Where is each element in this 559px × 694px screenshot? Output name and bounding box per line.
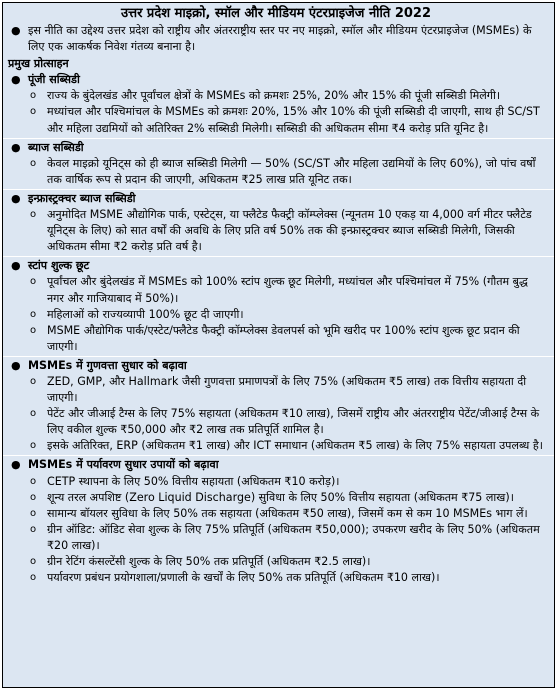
list-item <box>30 88 544 104</box>
section-heading-text: ब्याज सब्सिडी <box>28 140 84 154</box>
bullet-icon: ● <box>11 191 21 205</box>
circle-bullet-icon: o <box>30 308 37 320</box>
circle-bullet-icon: o <box>30 106 37 118</box>
list-item-text: CETP स्थापना के लिए 50% वित्तीय सहायता (अधिकतम ₹10 करोड़)। <box>47 474 340 488</box>
section-heading <box>8 72 544 88</box>
section-heading-text: MSMEs में पर्यावरण सुधार उपायों को बढ़ावा <box>28 458 219 472</box>
section-heading <box>8 191 544 207</box>
section-divider <box>3 256 554 257</box>
list-item <box>30 506 544 522</box>
list-item <box>30 438 544 454</box>
circle-bullet-icon: o <box>30 90 37 102</box>
section-heading <box>8 358 544 374</box>
circle-bullet-icon: o <box>30 507 37 519</box>
circle-bullet-icon: o <box>30 523 37 535</box>
section-item-list <box>8 88 544 136</box>
circle-bullet-icon: o <box>30 408 37 420</box>
list-item-text: महिलाओं को राज्यव्यापी 100% छूट दी जाएगी। <box>47 307 244 321</box>
circle-bullet-icon: o <box>30 324 37 336</box>
list-item-text: पर्यावरण प्रबंधन प्रयोगशाला/प्रणाली के खर्चों के लिए 50% तक प्रतिपूर्ति (अधिकतम ₹10 लाख)। <box>47 571 440 585</box>
circle-bullet-icon: o <box>30 440 37 452</box>
bullet-icon: ● <box>11 458 21 472</box>
list-item <box>30 374 544 406</box>
bullet-icon: ● <box>11 24 21 37</box>
list-item <box>30 570 544 586</box>
section-item-list <box>8 274 544 354</box>
list-item-text: शून्य तरल अपशिष्ट (Zero Liquid Discharge) सुविधा के लिए 50% वित्तीय सहायता (अधिकतम ₹75 लाख)। <box>47 490 514 504</box>
incentive-section <box>8 72 544 136</box>
circle-bullet-icon: o <box>30 572 37 584</box>
list-item-text: पेटेंट और जीआई टैग्स के लिए 75% सहायता (अधिकतम ₹10 लाख), जिसमें राष्ट्रीय और अंतरराष्ट्रीय पेटेंट/जीआई टैग्स के लिए वकील शुल्क ₹50,000 और ₹2 लाख तक प्रतिपूर्ति शामिल है। <box>47 407 540 437</box>
section-heading-text: स्टांप शुल्क छूट <box>28 259 90 273</box>
list-item <box>30 274 544 306</box>
section-item-list <box>8 156 544 188</box>
list-item-text: केवल माइक्रो यूनिट्स को ही ब्याज सब्सिडी मिलेगी — 50% (SC/ST और महिला उद्यमियों के लिए 60%), जो पांच वर्षों तक वार्षिक रूप से प्रदान की जाएगी, अधिकतम ₹25 लाख प्रति यूनिट तक। <box>47 156 536 186</box>
list-item-text: अनुमोदित MSME औद्योगिक पार्क, एस्टेट्स, या फ्लैटेड फैक्ट्री कॉम्प्लेक्स (न्यूनतम 10 एकड़ या 4,000 वर्ग मीटर फ्लैटेड यूनिट्स के लिए) को सात वर्षों की अवधि के लिए प्रति वर्ष 50% तक की इन्फ्रास्ट्रक्चर ब्याज सब्सिडी मिलेगी, जिसकी अधिकतम सीमा ₹2 करोड़ प्रति वर्ष है। <box>47 208 532 254</box>
bullet-icon: ● <box>11 358 21 372</box>
list-item <box>30 207 544 255</box>
incentives-subheading: प्रमुख प्रोत्साहन <box>8 57 69 71</box>
section-heading <box>8 140 544 156</box>
section-heading <box>8 258 544 274</box>
list-item-text: पूर्वांचल और बुंदेलखंड में MSMEs को 100% स्टांप शुल्क छूट मिलेगी, मध्यांचल और पश्चिमांचल में 75% (गौतम बुद्ध नगर और गाजियाबाद में 50%)। <box>47 275 528 305</box>
intro-paragraph <box>8 23 544 55</box>
intro-text: इस नीति का उद्देश्य उत्तर प्रदेश को राष्ट्रीय और अंतरराष्ट्रीय स्तर पर नए माइक्रो, स्मॉल और मीडियम एंटरप्राइजेज (MSMEs) के लिए एक आकर्षक निवेश गंतव्य बनाना है। <box>28 24 532 54</box>
list-item <box>30 554 544 570</box>
incentive-section <box>8 358 544 455</box>
circle-bullet-icon: o <box>30 556 37 567</box>
section-divider <box>3 138 554 139</box>
bullet-icon: ● <box>11 73 21 87</box>
circle-bullet-icon: o <box>30 475 37 487</box>
incentive-section <box>8 457 544 586</box>
incentive-section <box>8 140 544 188</box>
list-item-text: मध्यांचल और पश्चिमांचल के MSMEs को क्रमशः 20%, 15% और 10% की पूंजी सब्सिडी दी जाएगी, साथ ही SC/ST और महिला उद्यमियों को अतिरिक्त 2% सब्सिडी मिलेगी। सब्सिडी की अधिकतम सीमा ₹4 करोड़ प्रति यूनिट है। <box>47 105 540 135</box>
list-item <box>30 323 544 355</box>
circle-bullet-icon: o <box>30 375 37 387</box>
list-item-text: MSME औद्योगिक पार्क/एस्टेट/फ्लैटेड फैक्ट्री कॉम्प्लेक्स डेवलपर्स को भूमि खरीद पर 100% स्टांप शुल्क छूट प्रदान की जाएगी। <box>47 323 520 353</box>
list-item <box>30 104 544 136</box>
list-item-text: ग्रीन ऑडिट: ऑडिट सेवा शुल्क के लिए 75% प्रतिपूर्ति (अधिकतम ₹50,000); उपकरण खरीद के लिए 50% (अधिकतम ₹20 लाख)। <box>47 522 540 552</box>
incentive-section <box>8 258 544 355</box>
list-item-text: इसके अतिरिक्त, ERP (अधिकतम ₹1 लाख) और ICT समाधान (अधिकतम ₹5 लाख) के लिए 75% सहायता उपलब्ध है। <box>47 439 543 453</box>
page-title: उत्तर प्रदेश माइक्रो, स्मॉल और मीडियम एंटरप्राइजेज नीति 2022 <box>120 6 432 21</box>
list-item-text: राज्य के बुंदेलखंड और पूर्वांचल क्षेत्रों के MSMEs को क्रमशः 25%, 20% और 15% की पूंजी सब्सिडी मिलेगी। <box>47 89 501 103</box>
section-heading-text: MSMEs में गुणवत्ता सुधार को बढ़ावा <box>28 358 187 372</box>
list-item <box>30 307 544 323</box>
section-heading-text: पूंजी सब्सिडी <box>28 73 80 87</box>
section-divider <box>3 356 554 357</box>
list-item <box>30 490 544 506</box>
section-heading <box>8 457 544 473</box>
circle-bullet-icon: o <box>30 276 37 288</box>
list-item <box>30 474 544 490</box>
circle-bullet-icon: o <box>30 157 37 169</box>
incentive-section <box>8 191 544 255</box>
section-divider <box>3 189 554 190</box>
section-heading-text: इन्फ्रास्ट्रक्चर ब्याज सब्सिडी <box>28 191 136 205</box>
bullet-icon: ● <box>11 140 21 154</box>
policy-summary-card <box>2 2 555 688</box>
list-item-text: ZED, GMP, और Hallmark जैसी गुणवत्ता प्रमाणपत्रों के लिए 75% (अधिकतम ₹5 लाख) तक वित्तीय सहायता दी जाएगी। <box>47 374 527 405</box>
list-item <box>30 156 544 188</box>
incentive-sections <box>8 72 544 586</box>
list-item-text: सामान्य बॉयलर सुविधा के लिए 50% तक सहायता (अधिकतम ₹50 लाख), जिसमें कम से कम 10 MSMEs भाग लें। <box>47 506 528 520</box>
section-item-list <box>8 374 544 454</box>
circle-bullet-icon: o <box>30 491 37 503</box>
section-item-list <box>8 474 544 587</box>
section-divider <box>3 455 554 456</box>
section-item-list <box>8 207 544 255</box>
list-item <box>30 406 544 438</box>
circle-bullet-icon: o <box>30 209 37 221</box>
list-item-text: ग्रीन रेटिंग कंसल्टेंसी शुल्क के लिए 50% तक प्रतिपूर्ति (अधिकतम ₹2.5 लाख)। <box>47 555 371 568</box>
bullet-icon: ● <box>11 259 21 273</box>
list-item <box>30 522 544 554</box>
